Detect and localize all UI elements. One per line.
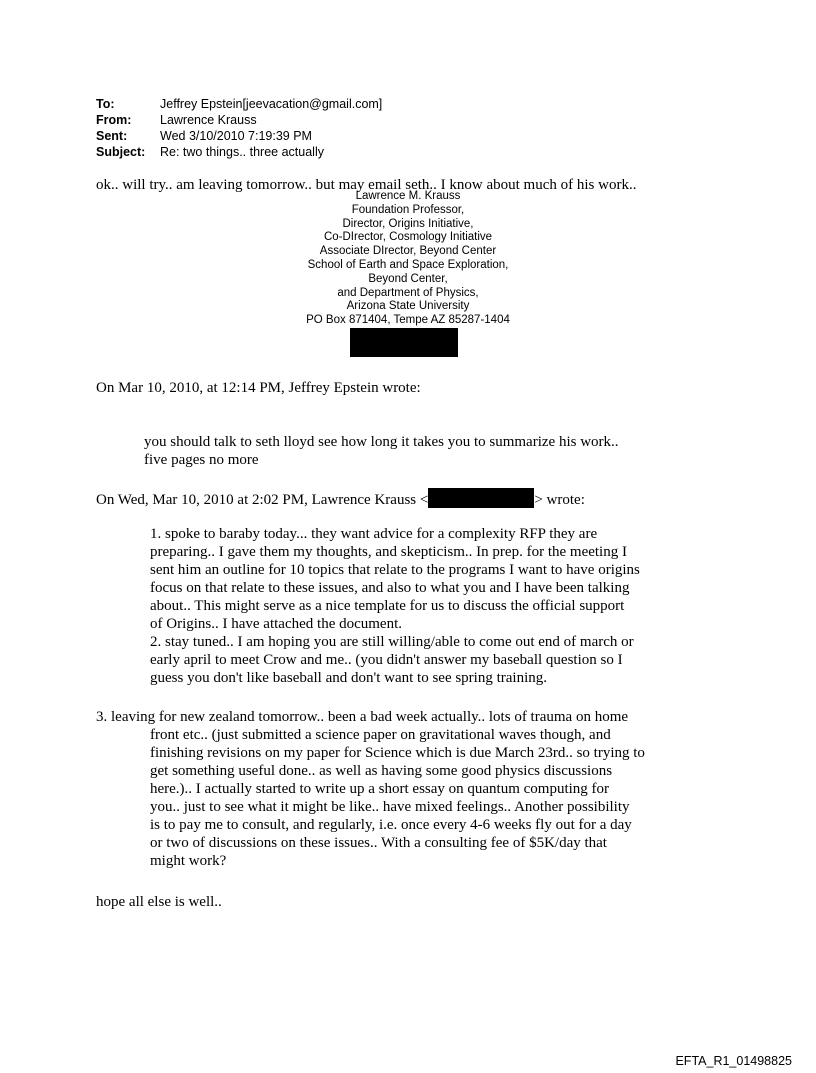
to-value: Jeffrey Epstein[jeevacation@gmail.com] [160, 97, 383, 111]
item3-line: here.).. I actually started to write up a short essay on quantum computing for [150, 781, 610, 797]
signature-block [200, 190, 616, 328]
item3-line: finishing revisions on my paper for Science which is due March 23rd.. so trying to [150, 745, 645, 761]
signature-line: Lawrence M. Krauss [355, 190, 461, 202]
quote2-line: of Origins.. I have attached the document. [150, 616, 402, 632]
document-id: EFTA_R1_01498825 [675, 1054, 792, 1068]
quote2-line: sent him an outline for 10 topics that relate to the programs I want to have origins [150, 562, 640, 578]
signature-line: and Department of Physics, [337, 286, 479, 299]
sent-label: Sent: [96, 129, 128, 143]
sent-row [96, 128, 382, 144]
reply-text: ok.. will try.. am leaving tomorrow.. but may email seth.. I know about much of his work.. [96, 177, 637, 193]
item3-line: you.. just to see what it might be like.. have mixed feelings.. Another possibility [150, 799, 630, 815]
item3-line: get something useful done.. as well as having some good physics discussions [150, 763, 613, 779]
from-label: From: [96, 113, 132, 127]
quote2-line: focus on that relate to these issues, and also to what you and I have been talking [150, 580, 630, 596]
signature-line: Co-DIrector, Cosmology Initiative [323, 231, 493, 244]
quote2-line: 1. spoke to baraby today... they want advice for a complexity RFP they are [150, 526, 598, 542]
quote2-body [150, 525, 640, 687]
closing-text: hope all else is well.. [96, 894, 222, 910]
from-row [96, 112, 382, 128]
item3-first-line: 3. leaving for new zealand tomorrow.. been a bad week actually.. lots of trauma on home [96, 709, 629, 725]
redaction-box [350, 328, 458, 357]
signature-line: Director, Origins Initiative, [342, 217, 474, 230]
signature-line: Beyond Center, [368, 272, 448, 285]
from-value: Lawrence Krauss [160, 113, 257, 127]
subject-row [96, 144, 382, 160]
signature-line: Associate DIrector, Beyond Center [319, 245, 497, 258]
quote1-line: you should talk to seth lloyd see how long it takes you to summarize his work.. [144, 434, 619, 450]
item3-body [150, 726, 645, 870]
item3-line: or two of discussions on these issues.. With a consulting fee of $5K/day that [150, 835, 607, 851]
quote2-line: preparing.. I gave them my thoughts, and skepticism.. In prep. for the meeting I [150, 544, 627, 560]
quote2-line: 2. stay tuned.. I am hoping you are still willing/able to come out end of march or [150, 634, 634, 650]
item3-line: front etc.. (just submitted a science paper on gravitational waves though, and [150, 727, 611, 743]
quote2-attribution-start: On Wed, Mar 10, 2010 at 2:02 PM, Lawrence Krauss < [96, 492, 429, 508]
quote2-line: early april to meet Crow and me.. (you didn't answer my baseball question so I [150, 652, 623, 668]
item3-line: might work? [150, 853, 227, 869]
item3-line: is to pay me to consult, and regularly, i.e. once every 4-6 weeks fly out for a day [150, 817, 632, 833]
sent-value: Wed 3/10/2010 7:19:39 PM [160, 129, 312, 143]
signature-line: Foundation Professor, [351, 203, 465, 216]
signature-line: Arizona State University [346, 300, 470, 313]
to-label: To: [96, 97, 115, 111]
email-header [96, 96, 382, 160]
to-row [96, 96, 382, 112]
subject-value: Re: two things.. three actually [160, 145, 324, 159]
quote2-attribution-end: > wrote: [534, 492, 585, 508]
redaction-box [428, 488, 534, 508]
quote2-line: guess you don't like baseball and don't want to see spring training. [150, 670, 548, 686]
quote1-attribution: On Mar 10, 2010, at 12:14 PM, Jeffrey Epstein wrote: [96, 380, 421, 396]
signature-line: PO Box 871404, Tempe AZ 85287-1404 [306, 314, 510, 327]
subject-label: Subject: [96, 145, 146, 159]
quote2-attribution [96, 488, 656, 509]
signature-line: School of Earth and Space Exploration, [307, 258, 509, 271]
quote2-line: about.. This might serve as a nice template for us to discuss the official support [150, 598, 625, 614]
quote1-line: five pages no more [144, 452, 259, 468]
